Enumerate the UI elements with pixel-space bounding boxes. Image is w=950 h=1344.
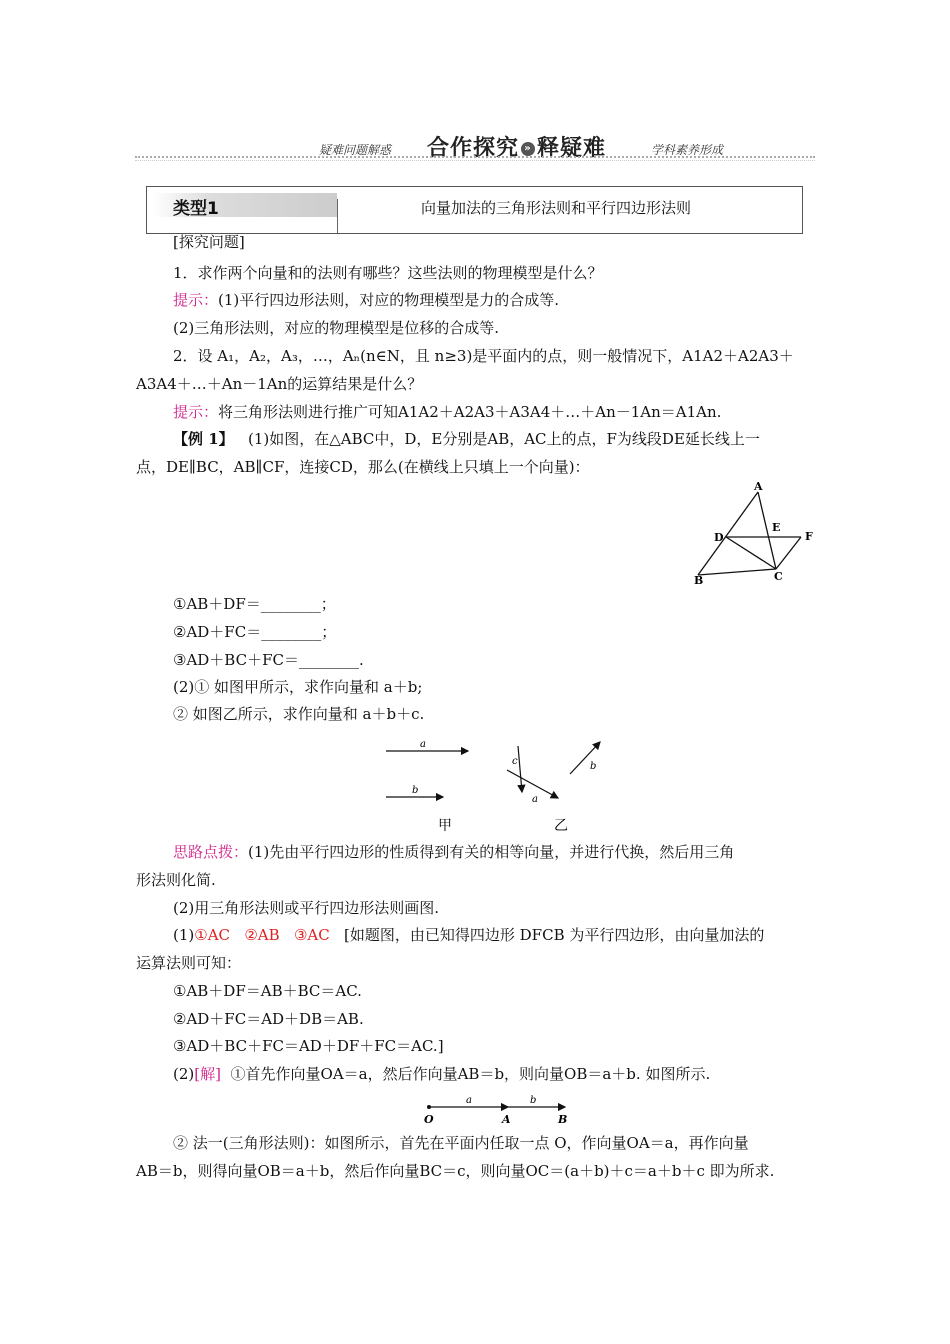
solution-part2: [173, 1064, 710, 1084]
section-banner: [135, 128, 815, 164]
method2-line2: AB＝b，则得向量OB＝a＋b，然后作向量BC＝c，则向量OC＝(a＋b)＋c＝a＋b＋c 即为所求.: [136, 1162, 775, 1180]
question-2-line2: A3A4＋…＋An－1An的运算结果是什么？: [136, 375, 423, 393]
answer-1a-text: (1)平行四边形法则，对应的物理模型是力的合成等.: [218, 291, 560, 309]
solution-prefix: (1): [173, 926, 195, 944]
point-a-label: A: [754, 480, 763, 493]
solution-line1: [173, 925, 764, 945]
figure-triangle: [688, 480, 818, 590]
hint-label: 提示：: [173, 291, 219, 309]
example-text-1: (1)如图，在△ABC中，D，E分别是AB，AC上的点，F为线段DE延长线上一: [247, 430, 760, 448]
vector-a-label-yi: a: [532, 794, 538, 805]
point-d-label: D: [714, 531, 724, 544]
solution-line2: 运算法则可知：: [136, 954, 242, 972]
vector-a-label-jia: a: [420, 739, 426, 750]
blank-1: ①AB＋DF＝________；: [173, 595, 336, 613]
point-b-label: B: [694, 574, 704, 587]
thinking-label: 思路点拨：: [173, 843, 249, 861]
solution-eq2: ②AD＋FC＝AD＋DB＝AB.: [173, 1010, 364, 1028]
solution-eq3: ③AD＋BC＋FC＝AD＋DF＋FC＝AC.]: [173, 1037, 444, 1055]
part-2a: (2)① 如图甲所示，求作向量和 a＋b;: [173, 678, 423, 696]
banner-title-b: 释疑难: [537, 136, 607, 161]
fig3-b-label: b: [530, 1095, 537, 1106]
solution-answer-2: ②AB: [244, 926, 280, 944]
figure-oab: [420, 1092, 580, 1128]
answer-2: [173, 402, 721, 422]
thinking-line3: (2)用三角形法则或平行四边形法则画图.: [173, 899, 440, 917]
vector-c-label-yi: c: [512, 756, 518, 767]
banner-right-text: 学科素养形成: [651, 143, 724, 157]
solution-eq1: ①AB＋DF＝AB＋BC＝AC.: [173, 982, 362, 1000]
fig3-point-o: O: [424, 1113, 434, 1126]
solution-text-1: [如题图，由已知得四边形 DFCB 为平行四边形，由向量加法的: [344, 926, 765, 944]
type-box: [146, 186, 803, 234]
example-line2: 点，DE∥BC，AB∥CF，连接CD，那么(在横线上只填上一个向量)：: [136, 458, 590, 476]
answer-1b: (2)三角形法则，对应的物理模型是位移的合成等.: [173, 319, 500, 337]
vector-b-label-jia: b: [412, 785, 419, 796]
type-divider: [337, 199, 338, 233]
point-f-label: F: [805, 530, 813, 543]
type-tag: [153, 193, 337, 217]
solution-part2-label: [解]: [194, 1065, 221, 1083]
banner-title-a: 合作探究: [427, 136, 520, 161]
fig3-a-label: a: [466, 1095, 472, 1106]
explore-header: [探究问题]: [173, 233, 245, 251]
caption-yi: 乙: [554, 818, 568, 834]
question-2-line1: 2．设 A₁，A₂，A₃，…，Aₙ(n∈N，且 n≥3)是平面内的点，则一般情况下，A1A2＋A2A3＋: [173, 347, 794, 365]
thinking-text-1: (1)先由平行四边形的性质得到有关的相等向量，并进行代换，然后用三角: [248, 843, 735, 861]
blank-3: ③AD＋BC＋FC＝________.: [173, 651, 364, 669]
question-1: 1．求作两个向量和的法则有哪些？这些法则的物理模型是什么？: [173, 264, 603, 282]
figure-vectors: [380, 734, 620, 840]
solution-answer-3: ③AC: [293, 926, 330, 944]
thinking-line1: [173, 842, 734, 862]
part-2b: ② 如图乙所示，求作向量和 a＋b＋c.: [173, 705, 425, 723]
banner-rule-light: [135, 160, 815, 161]
example-line1: [173, 429, 760, 449]
answer-1a: [173, 290, 559, 310]
answer-2-text: 将三角形法则进行推广可知A1A2＋A2A3＋A3A4＋…＋An－1An＝A1An.: [218, 403, 722, 421]
type-title: 向量加法的三角形法则和平行四边形法则: [421, 199, 692, 217]
banner-rule: [135, 156, 815, 158]
hint-label-2: 提示：: [173, 403, 219, 421]
point-e-label: E: [772, 521, 781, 534]
solution-answer-1: ①AC: [194, 926, 231, 944]
chevron-right-icon: »: [521, 142, 535, 156]
banner-left-text: 疑难问题解惑: [319, 143, 392, 157]
fig3-point-b: B: [558, 1113, 568, 1126]
method2-line1: ② 法一(三角形法则)：如图所示，首先在平面内任取一点 O，作向量OA＝a，再作向量: [173, 1134, 749, 1152]
point-c-label: C: [774, 570, 783, 583]
caption-jia: 甲: [438, 818, 452, 834]
solution-part2-prefix: (2): [173, 1065, 195, 1083]
vector-b-label-yi: b: [590, 761, 597, 772]
example-label: 【例 1】: [173, 430, 234, 448]
type-tag-label: 类型1: [173, 199, 219, 219]
solution-part2-text: ①首先作向量OA＝a，然后作向量AB＝b，则向量OB＝a＋b. 如图所示.: [230, 1065, 711, 1083]
blank-2: ②AD＋FC＝________；: [173, 623, 337, 641]
fig3-point-a: A: [502, 1113, 511, 1126]
thinking-line2: 形法则化简.: [136, 871, 216, 889]
